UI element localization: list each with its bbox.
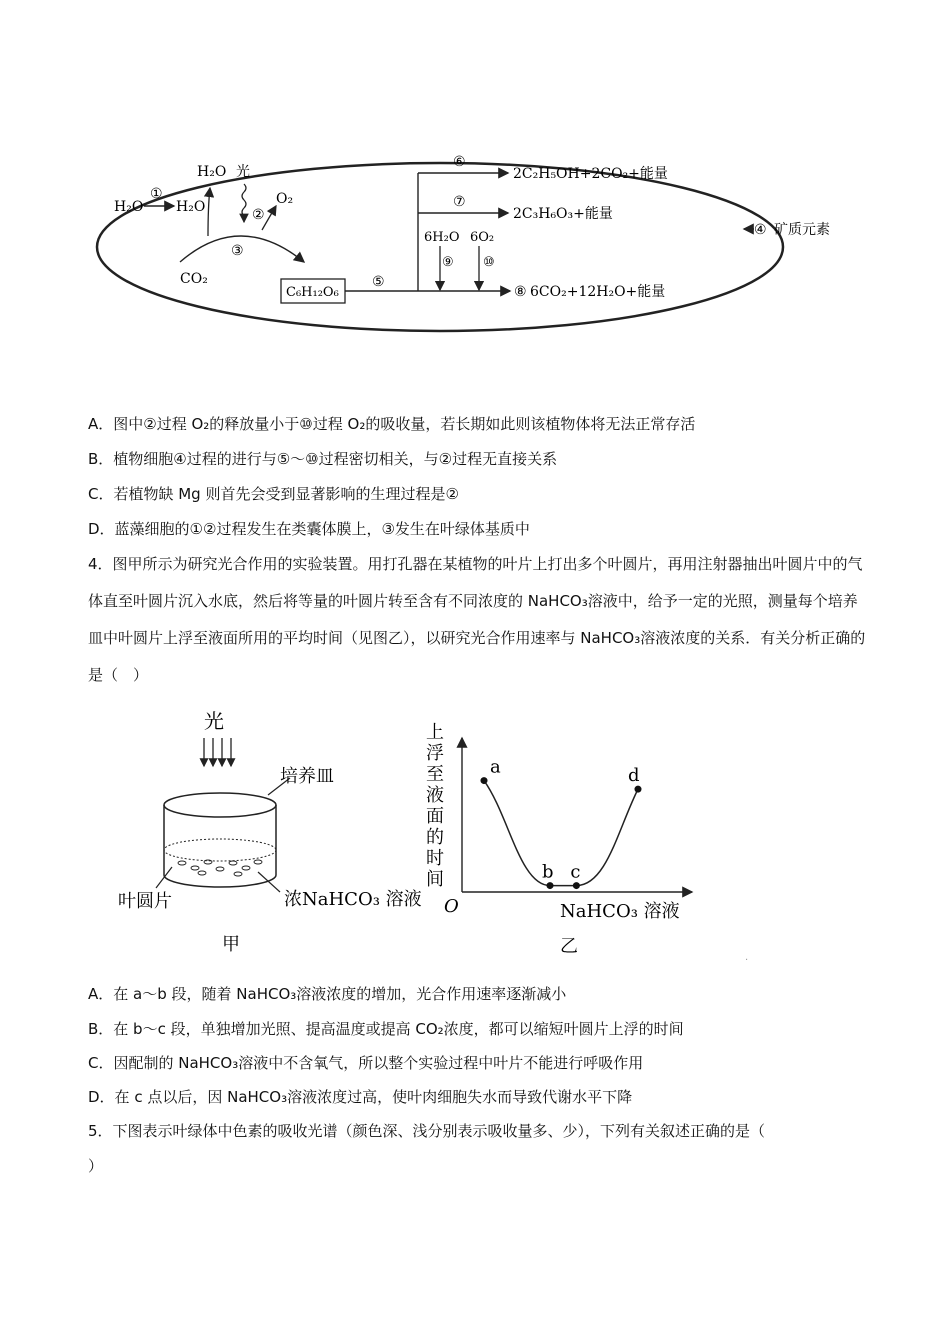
caption-yi: 乙 bbox=[560, 936, 578, 957]
q4-option-d: D．在 c 点以后，因 NaHCO₃溶液浓度过高，使叶肉细胞失水而导致代谢水平下降 bbox=[88, 1088, 633, 1106]
dish-label: 培养皿 bbox=[280, 766, 334, 787]
y-axis-label bbox=[426, 722, 444, 890]
co2-in: CO₂ bbox=[180, 271, 208, 287]
caption-jia: 甲 bbox=[222, 934, 240, 955]
product-8: 6CO₂+12H₂O+能量 bbox=[530, 284, 666, 300]
water-top: H₂O bbox=[197, 164, 227, 180]
q4-option-c: C．因配制的 NaHCO₃溶液中不含氧气，所以整个实验过程中叶片不能进行呼吸作用 bbox=[88, 1054, 644, 1072]
q3-option-d: D．蓝藻细胞的①②过程发生在类囊体膜上，③发生在叶绿体基质中 bbox=[88, 520, 530, 538]
input-h2o: 6H₂O bbox=[424, 230, 460, 245]
data-point-a bbox=[481, 777, 488, 784]
point-label-a: a bbox=[490, 756, 501, 778]
label-8: ⑧ bbox=[514, 284, 527, 300]
page-mark: · bbox=[745, 955, 749, 966]
q3-option-b: B．植物细胞④过程的进行与⑤～⑩过程密切相关，与②过程无直接关系 bbox=[88, 450, 558, 468]
label-2: ② bbox=[252, 207, 265, 223]
q4-option-a: A．在 a～b 段，随着 NaHCO₃溶液浓度的增加，光合作用速率逐渐减小 bbox=[88, 985, 567, 1003]
leaf-discs bbox=[178, 860, 262, 876]
label-7: ⑦ bbox=[453, 194, 466, 210]
q3-option-a: A．图中②过程 O₂的释放量小于⑩过程 O₂的吸收量，若长期如此则该植物体将无法正常存活 bbox=[88, 415, 696, 433]
data-point-b bbox=[547, 882, 554, 889]
label-4: ④ bbox=[754, 222, 767, 238]
solution-label: 浓NaHCO₃ 溶液 bbox=[284, 889, 422, 910]
figure-jia bbox=[100, 700, 460, 970]
data-point-d bbox=[635, 786, 642, 793]
dish-bottom bbox=[164, 875, 276, 887]
data-curve bbox=[484, 781, 638, 886]
y-axis-label-text: 上浮至液面的时间 bbox=[426, 722, 444, 890]
point-label-d: d bbox=[628, 765, 640, 787]
water-up-arrow bbox=[208, 188, 210, 236]
x-axis-label: NaHCO₃ 溶液 bbox=[560, 901, 680, 922]
light-label: 光 bbox=[236, 164, 250, 180]
q3-option-c: C．若植物缺 Mg 则首先会受到显著影响的生理过程是② bbox=[88, 485, 459, 503]
product-7: 2C₃H₆O₃+能量 bbox=[513, 206, 613, 222]
figure-yi-chart bbox=[420, 700, 720, 970]
label-5: ⑤ bbox=[372, 274, 385, 290]
label-3: ③ bbox=[231, 243, 244, 259]
q5-stem-line1: 5．下图表示叶绿体中色素的吸收光谱（颜色深、浅分别表示吸收量多、少），下列有关叙述正确的是（ bbox=[88, 1122, 766, 1140]
label-10: ⑩ bbox=[483, 255, 495, 270]
o2-out: O₂ bbox=[276, 191, 294, 207]
liquid-surface bbox=[164, 839, 276, 861]
label-1: ① bbox=[150, 186, 163, 202]
input-o2: 6O₂ bbox=[470, 230, 495, 245]
water-left: H₂O bbox=[114, 199, 144, 215]
q5-stem-line2: ） bbox=[88, 1157, 104, 1175]
data-point-c bbox=[573, 882, 580, 889]
q4-stem: 4．图甲所示为研究光合作用的实验装置。用打孔器在某植物的叶片上打出多个叶圆片，再用注射器抽出叶圆片中的气体直至叶圆片沉入水底，然后将等量的叶圆片转至含有不同浓度的 NaHCO₃溶液中，给予一定的光照，测量每个培养皿中叶圆片上浮至液面所用的平均时间（见图乙），以研究光合作用速率与 NaHCO₃溶液浓度的关系．有关分析正确的是（ ） bbox=[88, 555, 866, 684]
product-6: 2C₂H₅OH+2CO₂+能量 bbox=[513, 166, 668, 182]
light-label: 光 bbox=[204, 709, 224, 733]
label-6: ⑥ bbox=[453, 154, 466, 170]
mineral-label: 矿质元素 bbox=[774, 222, 830, 238]
water-mid: H₂O bbox=[176, 199, 206, 215]
q4-option-b: B．在 b～c 段，单独增加光照、提高温度或提高 CO₂浓度，都可以缩短叶圆片上浮的时间 bbox=[88, 1020, 684, 1038]
light-wavy-arrow bbox=[242, 184, 246, 222]
glucose-label: C₆H₁₂O₆ bbox=[286, 285, 339, 300]
point-label-c: c bbox=[570, 861, 581, 883]
label-9: ⑨ bbox=[442, 255, 454, 270]
leaf-label: 叶圆片 bbox=[118, 891, 172, 912]
dish-rim bbox=[164, 793, 276, 817]
metabolism-diagram bbox=[0, 0, 950, 350]
point-label-b: b bbox=[542, 861, 554, 883]
origin-label: O bbox=[444, 896, 459, 917]
